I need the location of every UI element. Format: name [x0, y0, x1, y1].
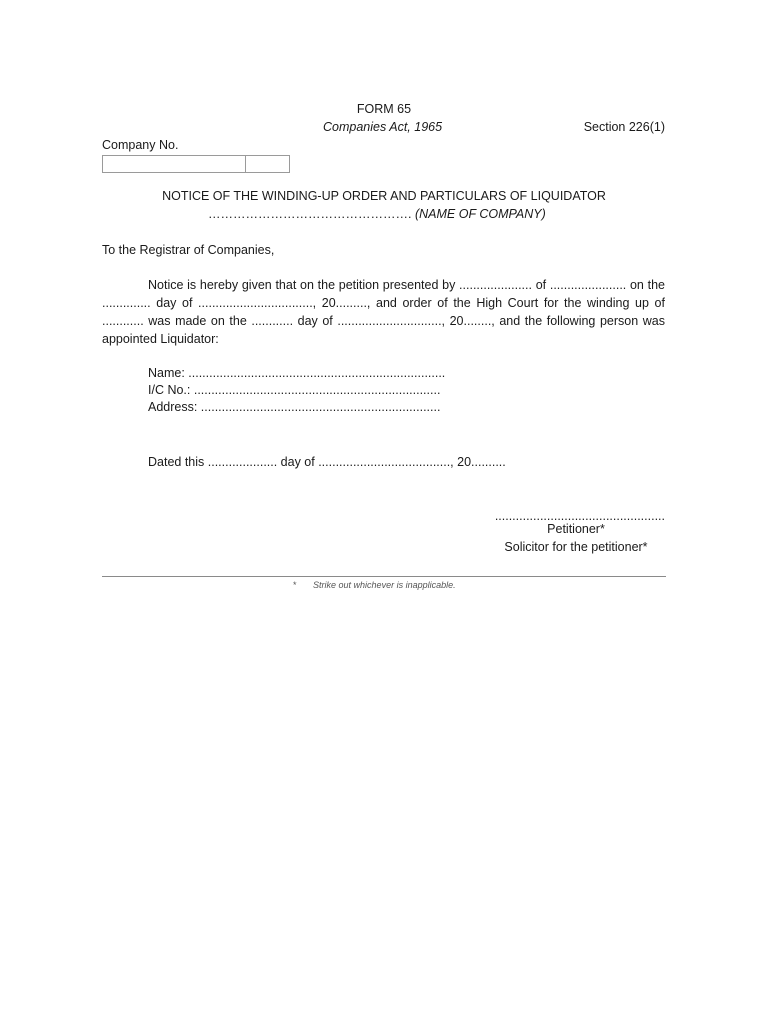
solicitor-label: Solicitor for the petitioner*	[504, 540, 648, 554]
footnote-divider	[102, 576, 666, 577]
petitioner-label: Petitioner*	[547, 522, 605, 536]
liquidator-address-line: Address: .....................................................................	[148, 400, 441, 414]
form-number: FORM 65	[356, 102, 412, 116]
company-number-field[interactable]	[103, 156, 246, 172]
company-number-label: Company No.	[102, 138, 179, 152]
dated-line: Dated this .................... day of ......................................, 20..........	[148, 455, 506, 469]
liquidator-ic-line: I/C No.: .......................................................................	[148, 383, 441, 397]
liquidator-name-line: Name: ..........................................................................	[148, 366, 446, 380]
footnote-mark: *	[293, 580, 297, 590]
notice-paragraph: Notice is hereby given that on the petition presented by ..................... of ...................... on the .............. day of ................................., 20........., and order of the High Court for the winding up of ............ was made on the ............ day of .............................., 20........, and the following person was appointed Liquidator:	[102, 278, 665, 346]
company-name-label: (NAME OF COMPANY)	[414, 207, 546, 221]
footnote	[293, 580, 456, 590]
company-name-line	[208, 207, 546, 221]
company-number-boxes[interactable]	[102, 155, 290, 173]
section-reference: Section 226(1)	[583, 120, 665, 134]
act-title: Companies Act, 1965	[323, 120, 443, 134]
company-name-dots: ………………………………………….	[208, 207, 412, 221]
notice-title: NOTICE OF THE WINDING-UP ORDER AND PARTICULARS OF LIQUIDATOR	[162, 189, 606, 203]
company-number-suffix-field[interactable]	[246, 156, 289, 172]
footnote-text: Strike out whichever is inapplicable.	[313, 580, 456, 590]
signature-line: .................................................	[494, 509, 665, 523]
salutation: To the Registrar of Companies,	[102, 243, 275, 257]
